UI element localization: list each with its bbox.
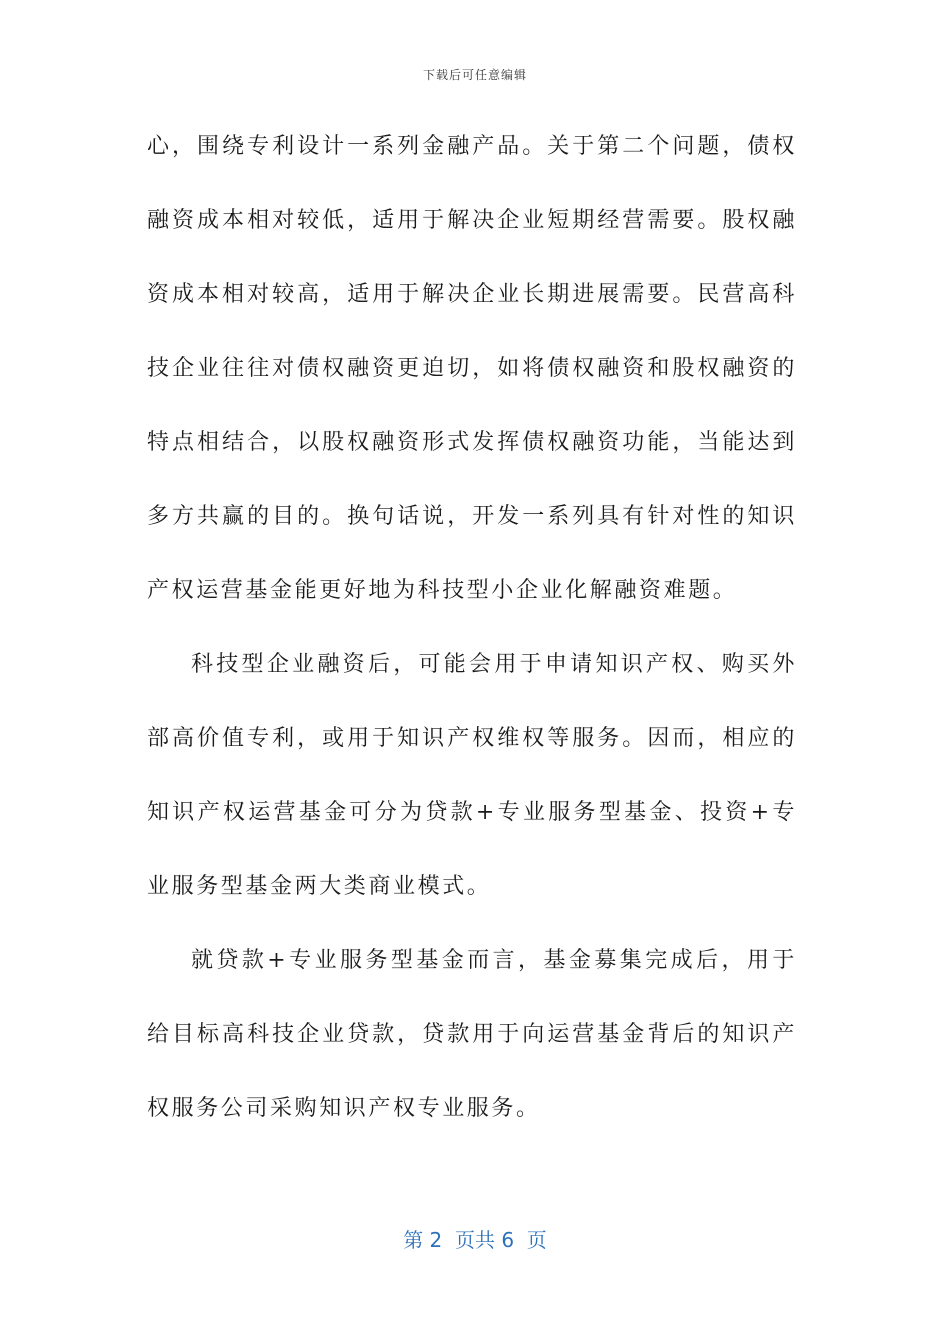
header-note: 下载后可任意编辑 bbox=[422, 68, 527, 82]
paragraph-continued: 心，围绕专利设计一系列金融产品。关于第二个问题，债权融资成本相对较低，适用于解决企业短期经营需要。股权融资成本相对较高，适用于解决企业长期进展需要。民营高科技企业往往对债权融资更迫切，如将债权融资和股权融资的特点相结合，以股权融资形式发挥债权融资功能，当能达到多方共赢的目的。换句话说，开发一系列具有针对性的知识产权运营基金能更好地为科技型小企业化解融资难题。 bbox=[147, 134, 797, 603]
page-number-footer: 第 2 页共 6 页 bbox=[403, 1228, 547, 1252]
document-body bbox=[147, 110, 797, 1146]
paragraph: 就贷款+专业服务型基金而言，基金募集完成后，用于给目标高科技企业贷款，贷款用于向运营基金背后的知识产权服务公司采购知识产权专业服务。 bbox=[147, 948, 797, 1121]
paragraph: 科技型企业融资后，可能会用于申请知识产权、购买外部高价值专利，或用于知识产权维权等服务。因而，相应的知识产权运营基金可分为贷款+专业服务型基金、投资+专业服务型基金两大类商业模式。 bbox=[147, 652, 797, 899]
